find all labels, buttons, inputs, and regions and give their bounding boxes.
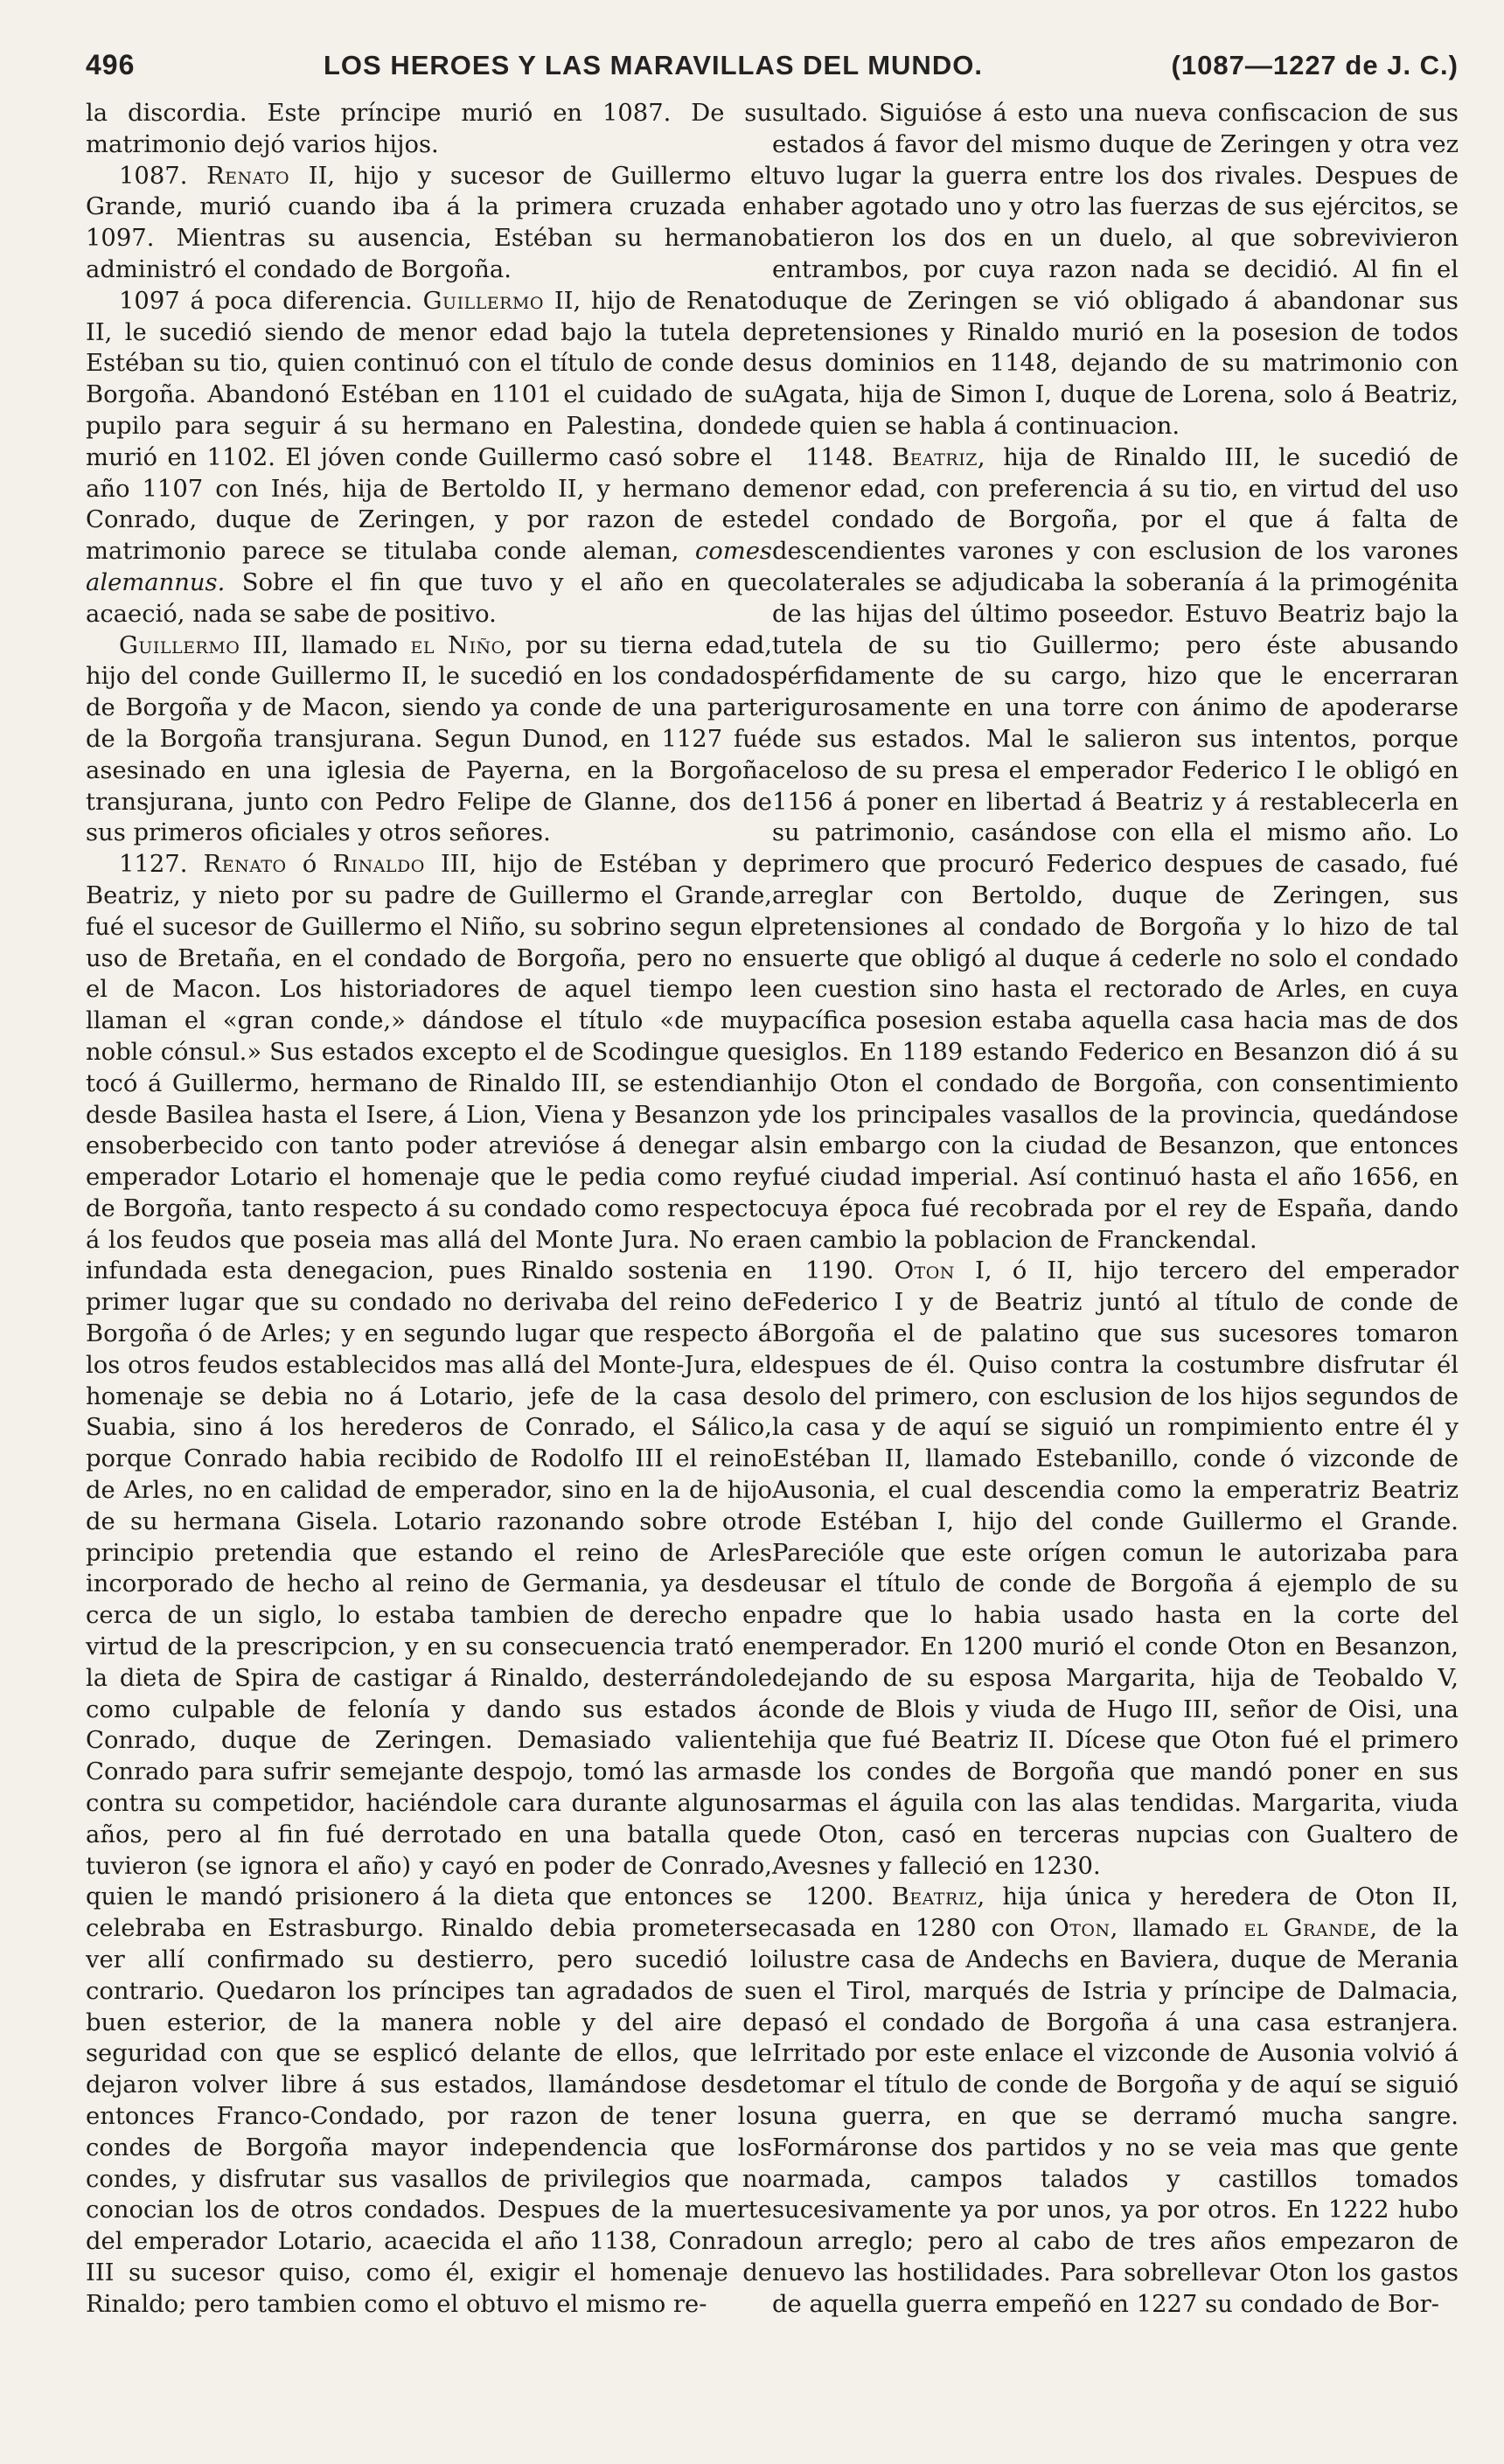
entry-name: Beatriz [891, 1883, 978, 1911]
entry-name: Renato [206, 162, 290, 190]
page-number: 496 [86, 49, 136, 80]
paragraph-continuation: sultado. Siguióse á esto una nueva confiscacion de sus estados á favor del mismo duque de Zeringen y otra vez tuvo lugar la guerra entre los dos rivales. Despues de haber agotado uno y otro las fuerzas de sus ejércitos, se batieron los dos en un duelo, al que sobrevivieron entrambos, por cuya razon nada se decidió. Al fin el duque de Zeringen se vió obligado á abandonar sus pretensiones y Rinaldo murió en la posesion de todos sus dominios en 1148, dejando de su matrimonio con Agata, hija de Simon I, duque de Lorena, solo á Beatriz, de quien se habla á continuacion. [772, 100, 1459, 440]
entry-name: Renato [203, 851, 287, 879]
entry-name: Oton [894, 1257, 955, 1285]
entry-1087: 1087. Renato II, hijo y sucesor de Guillermo el Grande, murió cuando iba á la primera cruzada en 1097. Mientras su ausencia, Estéban su hermano administró el condado de Borgoña. [86, 162, 772, 283]
entry-guillermo-iii: Guillermo III, llamado el Niño, por su tierna edad, hijo del conde Guillermo II, le sucedió en los condados de Borgoña y de Macon, siendo ya conde de una parte de la Borgoña transjurana. Segun Dunod, en 1127 fué asesinado en una iglesia de Payerna, en la Borgoña transjurana, junto con Pedro Felipe de Glanne, dos de sus primeros oficiales y otros señores. [86, 631, 772, 847]
entry-1200: 1200. Beatriz, hija única y heredera de Oton II, casada en 1280 con Oton, llamado el Grande, de la ilustre casa de Andechs en Baviera, duque de Merania en el Tirol, marqués de Istria y príncipe de Dalmacia, pasó el condado de Borgoña á una casa estranjera. Irritado por este enlace el vizconde de Ausonia volvió á tomar el título de conde de Borgoña y de aquí se siguió una guerra, en que se derramó mucha sangre. Formáronse dos partidos y no se veia mas que gente armada, campos talados y castillos tomados sucesivamente ya por unos, ya por otros. En 1222 hubo un arreglo; pero al cabo de tres años empezaron de nuevo las hostilidades. Para sobrellevar Oton los gastos de aquella guerra empeñó en 1227 su condado de Bor- [772, 1883, 1459, 2318]
entry-name: Rinaldo [332, 851, 425, 879]
entry-year: 1200. [805, 1883, 874, 1911]
entry-year: 1148. [805, 443, 874, 471]
entry-name: Beatriz [892, 443, 978, 471]
entry-year: 1087. [119, 162, 188, 190]
entry-epithet: el Niño [410, 631, 505, 659]
entry-1148: 1148. Beatriz, hija de Rinaldo III, le sucedió de menor edad, con preferencia á su tio, en virtud del uso del condado de Borgoña, por el que á falta de descendientes varones y con esclusion de los varones colaterales se adjudicaba la soberanía á la primogénita de las hijas del último poseedor. Estuvo Beatriz bajo la tutela de su tio Guillermo; pero éste abusando pérfidamente de su cargo, hizo que le encerraran rigurosamente en una torre con ánimo de apoderarse de sus estados. Mal le salieron sus intentos, porque celoso de su presa el emperador Federico I le obligó en 1156 á poner en libertad á Beatriz y á restablecerla en su patrimonio, casándose con ella el mismo año. Lo primero que procuró Federico despues de casado, fué arreglar con Bertoldo, duque de Zeringen, sus pretensiones al condado de Borgoña y lo hizo de tal suerte que obligó al duque á cederle no solo el condado en cuestion sino hasta el rectorado de Arles, en cuya pacífica posesion estaba aquella casa hacia mas de dos siglos. En 1189 estando Federico en Besanzon dió á su hijo Oton el condado de Borgoña, con consentimiento de los principales vasallos de la provincia, quedándose sin embargo con la ciudad de Besanzon, que entonces fué ciudad imperial. Así continuó hasta el año 1656, en cuya época fué recobrada por el rey de España, dando en cambio la poblacion de Franckendal. [772, 443, 1459, 1254]
entry-name: Guillermo [119, 631, 240, 659]
text-columns [86, 98, 1459, 2321]
page-header [86, 49, 1459, 89]
paragraph-continuation: la discordia. Este príncipe murió en 1087. De su matrimonio dejó varios hijos. [86, 100, 772, 158]
entry-name: Guillermo [422, 287, 545, 315]
entry-1097: 1097 á poca diferencia. Guillermo II, hijo de Renato II, le sucedió siendo de menor edad bajo la tutela de Estéban su tio, quien continuó con el título de conde de Borgoña. Abandonó Estéban en 1101 el cuidado de su pupilo para seguir á su hermano en Palestina, donde murió en 1102. El jóven conde Guillermo casó sobre el año 1107 con Inés, hija de Bertoldo II, y hermano de Conrado, duque de Zeringen, y por razon de este matrimonio parece se titulaba conde aleman, comes alemannus. Sobre el fin que tuvo y el año en que acaeció, nada se sabe de positivo. [86, 287, 772, 628]
left-column [86, 98, 772, 2321]
entry-year: 1190. [805, 1257, 874, 1285]
right-column [772, 98, 1459, 2321]
entry-year: 1127. [119, 851, 188, 879]
entry-epithet: el Grande [1243, 1915, 1370, 1943]
entry-1190: 1190. Oton I, ó II, hijo tercero del emperador Federico I y de Beatriz juntó al título de conde de Borgoña el de palatino que sus sucesores tomaron despues de él. Quiso contra la costumbre disfrutar él solo del primero, con esclusion de los hijos segundos de la casa y de aquí se siguió un rompimiento entre él y Estéban II, llamado Estebanillo, conde ó vizconde de Ausonia, el cual descendia como la emperatriz Beatriz de Estéban I, hijo del conde Guillermo el Grande. Parecióle que este orígen comun le autorizaba para usar el título de conde de Borgoña á ejemplo de su padre que lo habia usado hasta en la corte del emperador. En 1200 murió el conde Oton en Besanzon, dejando de su esposa Margarita, hija de Teobaldo V, conde de Blois y viuda de Hugo III, señor de Oisi, una hija que fué Beatriz II. Dícese que Oton fué el primero de los condes de Borgoña que mandó poner en sus armas el águila con las alas tendidas. Margarita, viuda de Oton, casó en terceras nupcias con Gualtero de Avesnes y falleció en 1230. [772, 1257, 1459, 1880]
entry-year: 1097 [119, 287, 180, 315]
running-title: LOS HEROES Y LAS MARAVILLAS DEL MUNDO. [324, 50, 983, 80]
latin-title: comes alemannus. [86, 538, 772, 596]
entry-1127: 1127. Renato ó Rinaldo III, hijo de Estéban y de Beatriz, y nieto por su padre de Guillermo el Grande, fué el sucesor de Guillermo el Niño, su sobrino segun el uso de Bretaña, en el condado de Borgoña, pero no en el de Macon. Los historiadores de aquel tiempo le llaman el «gran conde,» dándose el título «de muy noble cónsul.» Sus estados excepto el de Scodingue que tocó á Guillermo, hermano de Rinaldo III, se estendian desde Basilea hasta el Isere, á Lion, Viena y Besanzon y ensoberbecido con tanto poder atrevióse á denegar al emperador Lotario el homenaje que le pedia como rey de Borgoña, tanto respecto á su condado como respecto á los feudos que poseia mas allá del Monte Jura. No era infundada esta denegacion, pues Rinaldo sostenia en primer lugar que su condado no derivaba del reino de Borgoña ó de Arles; y en segundo lugar que respecto á los otros feudos establecidos mas allá del Monte-Jura, el homenaje se debia no á Lotario, jefe de la casa de Suabia, sino á los herederos de Conrado, el Sálico, porque Conrado habia recibido de Rodolfo III el reino de Arles, no en calidad de emperador, sino en la de hijo de su hermana Gisela. Lotario razonando sobre otro principio pretendia que estando el reino de Arles incorporado de hecho al reino de Germania, ya desde cerca de un siglo, lo estaba tambien de derecho en virtud de la prescripcion, y en su consecuencia trató en la dieta de Spira de castigar á Rinaldo, desterrándole como culpable de felonía y dando sus estados á Conrado, duque de Zeringen. Demasiado valiente Conrado para sufrir semejante despojo, tomó las armas contra su competidor, haciéndole cara durante algunos años, pero al fin fué derrotado en una batalla que tuvieron (se ignora el año) y cayó en poder de Conrado, quien le mandó prisionero á la dieta que entonces se celebraba en Estrasburgo. Rinaldo debia prometerse ver allí confirmado su destierro, pero sucedió lo contrario. Quedaron los príncipes tan agradados de su buen esterior, de la manera noble y del aire de seguridad con que se esplicó delante de ellos, que le dejaron volver libre á sus estados, llamándose desde entonces Franco-Condado, por razon de tener los condes de Borgoña mayor independencia que los condes, y disfrutar sus vasallos de privilegios que no conocian los de otros condados. Despues de la muerte del emperador Lotario, acaecida el año 1138, Conrado III su sucesor quiso, como él, exigir el homenaje de Rinaldo; pero tambien como el obtuvo el mismo re- [86, 851, 773, 2318]
date-range: (1087—1227 de J. C.) [1171, 50, 1459, 80]
entry-name: Oton [1049, 1915, 1111, 1943]
